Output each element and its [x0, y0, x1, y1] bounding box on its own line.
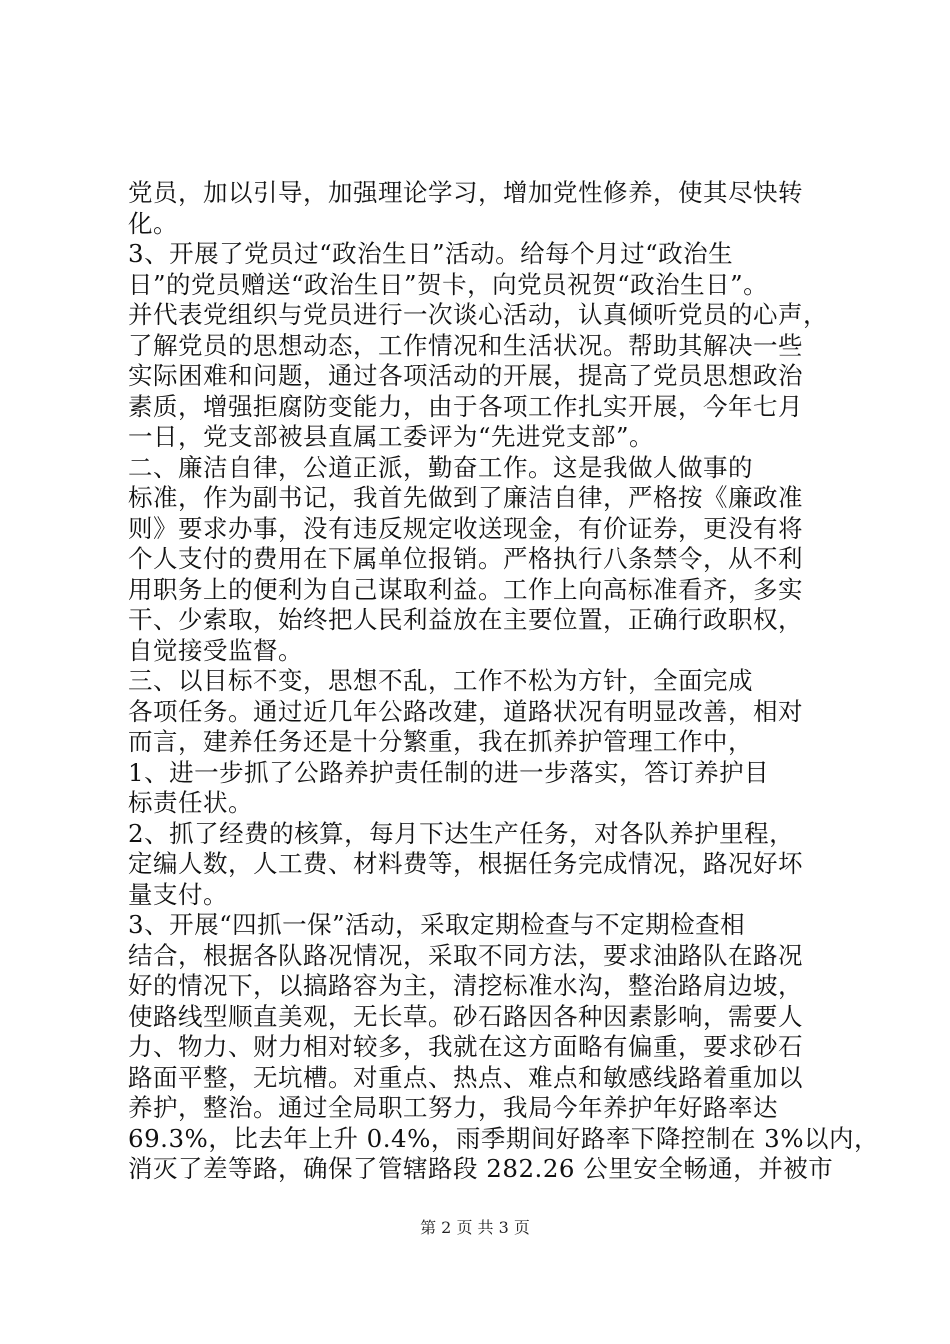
text-line: 二、廉洁自律，公道正派，勤奋工作。这是我做人做事的 [128, 452, 753, 482]
text-line: 养护，整治。通过全局职工努力，我局今年养护年好路率达 [128, 1093, 778, 1122]
text-line: 好的情况下，以搞路容为主，清挖标准水沟，整治路肩边坡， [128, 971, 803, 1000]
text-line: 并代表党组织与党员进行一次谈心活动，认真倾听党员的心声， [128, 300, 828, 329]
text-line: 一日，党支部被县直属工委评为“先进党支部”。 [128, 422, 655, 451]
text-line: 1、进一步抓了公路养护责任制的进一步落实，答订养护目 [128, 757, 770, 787]
text-line: 了解党员的思想动态，工作情况和生活状况。帮助其解决一些 [128, 330, 803, 360]
text-line: 而言，建养任务还是十分繁重，我在抓养护管理工作中， [128, 727, 753, 756]
text-line: 素质，增强拒腐防变能力，由于各项工作扎实开展，今年七月 [128, 391, 803, 421]
text-line: 力、物力、财力相对较多，我就在这方面略有偏重，要求砂石 [128, 1032, 803, 1061]
text-line: 三、以目标不变，思想不乱，工作不松为方针，全面完成 [128, 666, 753, 695]
text-line: 干、少索取，始终把人民利益放在主要位置，正确行政职权， [128, 605, 803, 634]
text-line: 实际困难和问题，通过各项活动的开展，提高了党员思想政治 [128, 361, 803, 390]
text-line: 使路线型顺直美观，无长草。砂石路因各种因素影响，需要人 [128, 1001, 803, 1031]
text-line: 2、抓了经费的核算，每月下达生产任务，对各队养护里程， [128, 818, 795, 848]
text-line: 3、开展了党员过“政治生日”活动。给每个月过“政治生 [128, 239, 734, 268]
page-number-footer: 第 2 页 共 3 页 [420, 1218, 530, 1237]
text-line: 各项任务。通过近几年公路改建，道路状况有明显改善，相对 [128, 696, 803, 726]
text-line: 标准，作为副书记，我首先做到了廉洁自律，严格按《廉政准 [128, 483, 803, 512]
text-line: 则》要求办事，没有违反规定收送现金，有价证券，更没有将 [128, 513, 803, 543]
text-line: 用职务上的便利为自己谋取利益。工作上向高标准看齐，多实 [128, 574, 803, 604]
text-line: 结合，根据各队路况情况，采取不同方法，要求油路队在路况 [128, 940, 803, 970]
text-line: 化。 [128, 208, 178, 238]
text-line: 党员，加以引导，加强理论学习，增加党性修养，使其尽快转 [128, 178, 803, 207]
text-line: 量支付。 [128, 879, 228, 909]
text-line: 自觉接受监督。 [128, 635, 303, 665]
text-line: 标责任状。 [128, 788, 253, 817]
text-line: 3、开展“四抓一保”活动，采取定期检查与不定期检查相 [128, 910, 746, 939]
text-line: 日”的党员赠送“政治生日”贺卡，向党员祝贺“政治生日”。 [128, 269, 769, 299]
text-line: 路面平整，无坑槽。对重点、热点、难点和敏感线路着重加以 [128, 1062, 803, 1092]
text-line: 69.3%，比去年上升 0.4%，雨季期间好路率下降控制在 3%以内， [128, 1123, 880, 1153]
text-line: 消灭了差等路，确保了管辖路段 282.26 公里安全畅通，并被市 [128, 1154, 834, 1183]
text-line: 个人支付的费用在下属单位报销。严格执行八条禁令，从不利 [128, 544, 803, 573]
text-line: 定编人数，人工费、材料费等，根据任务完成情况，路况好坏 [128, 849, 803, 878]
